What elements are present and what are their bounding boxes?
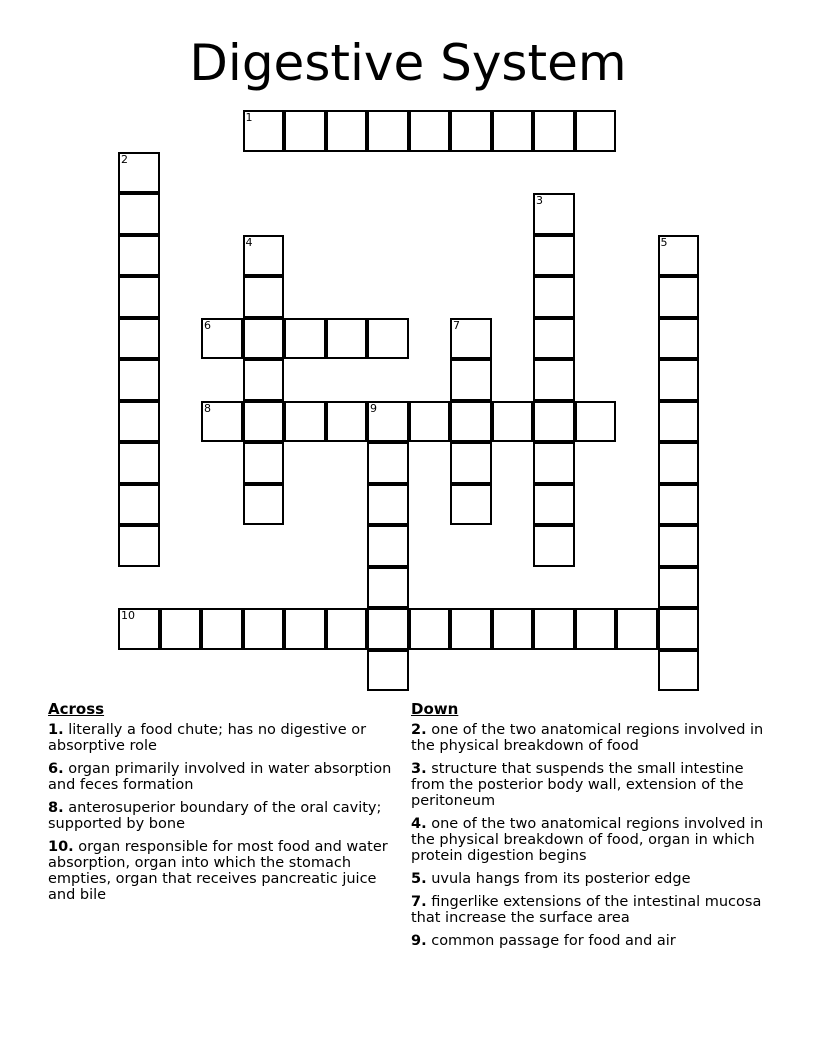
- grid-cell[interactable]: [409, 608, 451, 650]
- grid-cell[interactable]: [533, 318, 575, 360]
- grid-cell[interactable]: [367, 484, 409, 526]
- grid-cell[interactable]: [243, 401, 285, 443]
- clue-number-label: 2.: [411, 722, 427, 738]
- grid-cell[interactable]: [658, 484, 700, 526]
- down-heading: Down: [411, 700, 459, 718]
- grid-cell[interactable]: [450, 442, 492, 484]
- grid-cell[interactable]: [450, 484, 492, 526]
- grid-cell[interactable]: [243, 484, 285, 526]
- grid-cell[interactable]: [326, 401, 368, 443]
- grid-cell[interactable]: [118, 359, 160, 401]
- grid-cell[interactable]: [450, 110, 492, 152]
- clue-number-label: 9.: [411, 933, 427, 949]
- grid-cell[interactable]: [492, 110, 534, 152]
- clue-number: 8: [204, 401, 211, 415]
- clue-number: 10: [121, 609, 135, 622]
- grid-cell[interactable]: [367, 525, 409, 567]
- clue-number: 3: [536, 194, 543, 207]
- clue-text: fingerlike extensions of the intestinal mucosa that increase the surface area: [411, 894, 762, 926]
- clue-number-label: 4.: [411, 816, 427, 832]
- across-clue: [48, 722, 393, 754]
- page-title: Digestive System: [189, 34, 627, 92]
- grid-cell[interactable]: [533, 442, 575, 484]
- grid-cell[interactable]: [367, 110, 409, 152]
- grid-cell[interactable]: [284, 318, 326, 360]
- grid-cell[interactable]: [118, 525, 160, 567]
- grid-cell[interactable]: [284, 110, 326, 152]
- grid-cell[interactable]: [118, 608, 160, 650]
- across-clues: [48, 700, 393, 910]
- down-clue: [411, 933, 771, 949]
- grid-cell[interactable]: [658, 650, 700, 692]
- grid-cell[interactable]: [326, 608, 368, 650]
- down-clues: [411, 700, 771, 956]
- clue-text: structure that suspends the small intestine from the posterior body wall, extension of the peritoneum: [411, 761, 744, 809]
- grid-cell[interactable]: [533, 276, 575, 318]
- grid-cell[interactable]: [118, 235, 160, 277]
- grid-cell[interactable]: [575, 110, 617, 152]
- clue-number-label: 5.: [411, 871, 427, 887]
- grid-cell[interactable]: [367, 608, 409, 650]
- grid-cell[interactable]: [533, 359, 575, 401]
- grid-cell[interactable]: [284, 608, 326, 650]
- grid-cell[interactable]: [367, 567, 409, 609]
- grid-cell[interactable]: [118, 276, 160, 318]
- grid-cell[interactable]: [284, 401, 326, 443]
- grid-cell[interactable]: [658, 567, 700, 609]
- grid-cell[interactable]: [658, 276, 700, 318]
- grid-cell[interactable]: [243, 235, 285, 277]
- clue-text: one of the two anatomical regions involved in the physical breakdown of food, organ in which protein digestion begins: [411, 816, 764, 864]
- grid-cell[interactable]: [492, 608, 534, 650]
- across-clue: [48, 761, 393, 793]
- grid-cell[interactable]: [533, 110, 575, 152]
- grid-cell[interactable]: [575, 401, 617, 443]
- grid-cell[interactable]: [243, 110, 285, 152]
- grid-cell[interactable]: [201, 318, 243, 360]
- grid-cell[interactable]: [243, 318, 285, 360]
- grid-cell[interactable]: [658, 359, 700, 401]
- grid-cell[interactable]: [367, 318, 409, 360]
- clue-number: 5: [660, 235, 668, 249]
- clue-text: common passage for food and air: [426, 933, 676, 949]
- grid-cell[interactable]: [450, 401, 492, 443]
- across-heading: Across: [48, 700, 105, 718]
- clue-number-label: 6.: [48, 761, 64, 777]
- grid-cell[interactable]: [533, 401, 575, 443]
- clue-text: uvula hangs from its posterior edge: [426, 871, 691, 887]
- grid-cell[interactable]: [409, 401, 451, 443]
- clue-number-label: 10.: [48, 839, 74, 855]
- grid-cell[interactable]: [367, 650, 409, 692]
- grid-cell[interactable]: [533, 484, 575, 526]
- grid-cell[interactable]: [118, 152, 160, 194]
- clue-text: literally a food chute; has no digestive or absorptive role: [48, 722, 367, 754]
- grid-cell[interactable]: [450, 608, 492, 650]
- grid-cell[interactable]: [533, 235, 575, 277]
- grid-cell[interactable]: [616, 608, 658, 650]
- grid-cell[interactable]: [118, 318, 160, 360]
- grid-cell[interactable]: [160, 608, 202, 650]
- grid-cell[interactable]: [243, 608, 285, 650]
- clue-number: 7: [453, 318, 460, 332]
- clue-text: organ primarily involved in water absorption and feces formation: [48, 761, 392, 793]
- clue-text: anterosuperior boundary of the oral cavity; supported by bone: [48, 800, 382, 832]
- down-clue: [411, 816, 771, 864]
- across-clue: [48, 839, 393, 903]
- down-clue-list: [411, 722, 771, 949]
- clue-text: one of the two anatomical regions involved in the physical breakdown of food: [411, 722, 764, 754]
- grid-cell[interactable]: [533, 525, 575, 567]
- clue-number: 4: [245, 235, 253, 249]
- down-clue: [411, 871, 771, 887]
- clue-number: 2: [121, 152, 128, 166]
- clue-number-label: 1.: [48, 722, 64, 738]
- across-clue-list: [48, 722, 393, 903]
- grid-cell[interactable]: [658, 401, 700, 443]
- clue-number-label: 3.: [411, 761, 427, 777]
- grid-cell[interactable]: [201, 608, 243, 650]
- down-clue: [411, 722, 771, 754]
- grid-cell[interactable]: [450, 318, 492, 360]
- grid-cell[interactable]: [201, 401, 243, 443]
- clue-number-label: 7.: [411, 894, 427, 910]
- grid-cell[interactable]: [326, 110, 368, 152]
- grid-cell[interactable]: [409, 110, 451, 152]
- grid-cell[interactable]: [658, 608, 700, 650]
- grid-cell[interactable]: [658, 442, 700, 484]
- down-clue: [411, 761, 771, 809]
- grid-cell[interactable]: [367, 401, 409, 443]
- clue-number: 6: [204, 318, 211, 332]
- grid-cell[interactable]: [658, 318, 700, 360]
- grid-cell[interactable]: [533, 193, 575, 235]
- grid-cell[interactable]: [118, 401, 160, 443]
- grid-cell[interactable]: [243, 442, 285, 484]
- grid-cell[interactable]: [658, 525, 700, 567]
- grid-cell[interactable]: [326, 318, 368, 360]
- grid-cell[interactable]: [118, 193, 160, 235]
- clue-number: 9: [370, 401, 377, 415]
- grid-cell[interactable]: [367, 442, 409, 484]
- grid-cell[interactable]: [575, 608, 617, 650]
- grid-cell[interactable]: [533, 608, 575, 650]
- clue-number: 1: [245, 111, 253, 124]
- grid-cell[interactable]: [243, 359, 285, 401]
- clue-text: organ responsible for most food and water absorption, organ into which the stomach empties, organ that receives pancreatic juice and bile: [48, 839, 388, 903]
- clue-number-label: 8.: [48, 800, 64, 816]
- grid-cell[interactable]: [450, 359, 492, 401]
- grid-cell[interactable]: [118, 442, 160, 484]
- across-clue: [48, 800, 393, 832]
- grid-cell[interactable]: [118, 484, 160, 526]
- grid-cell[interactable]: [658, 235, 700, 277]
- grid-cell[interactable]: [492, 401, 534, 443]
- grid-cell[interactable]: [243, 276, 285, 318]
- down-clue: [411, 894, 771, 926]
